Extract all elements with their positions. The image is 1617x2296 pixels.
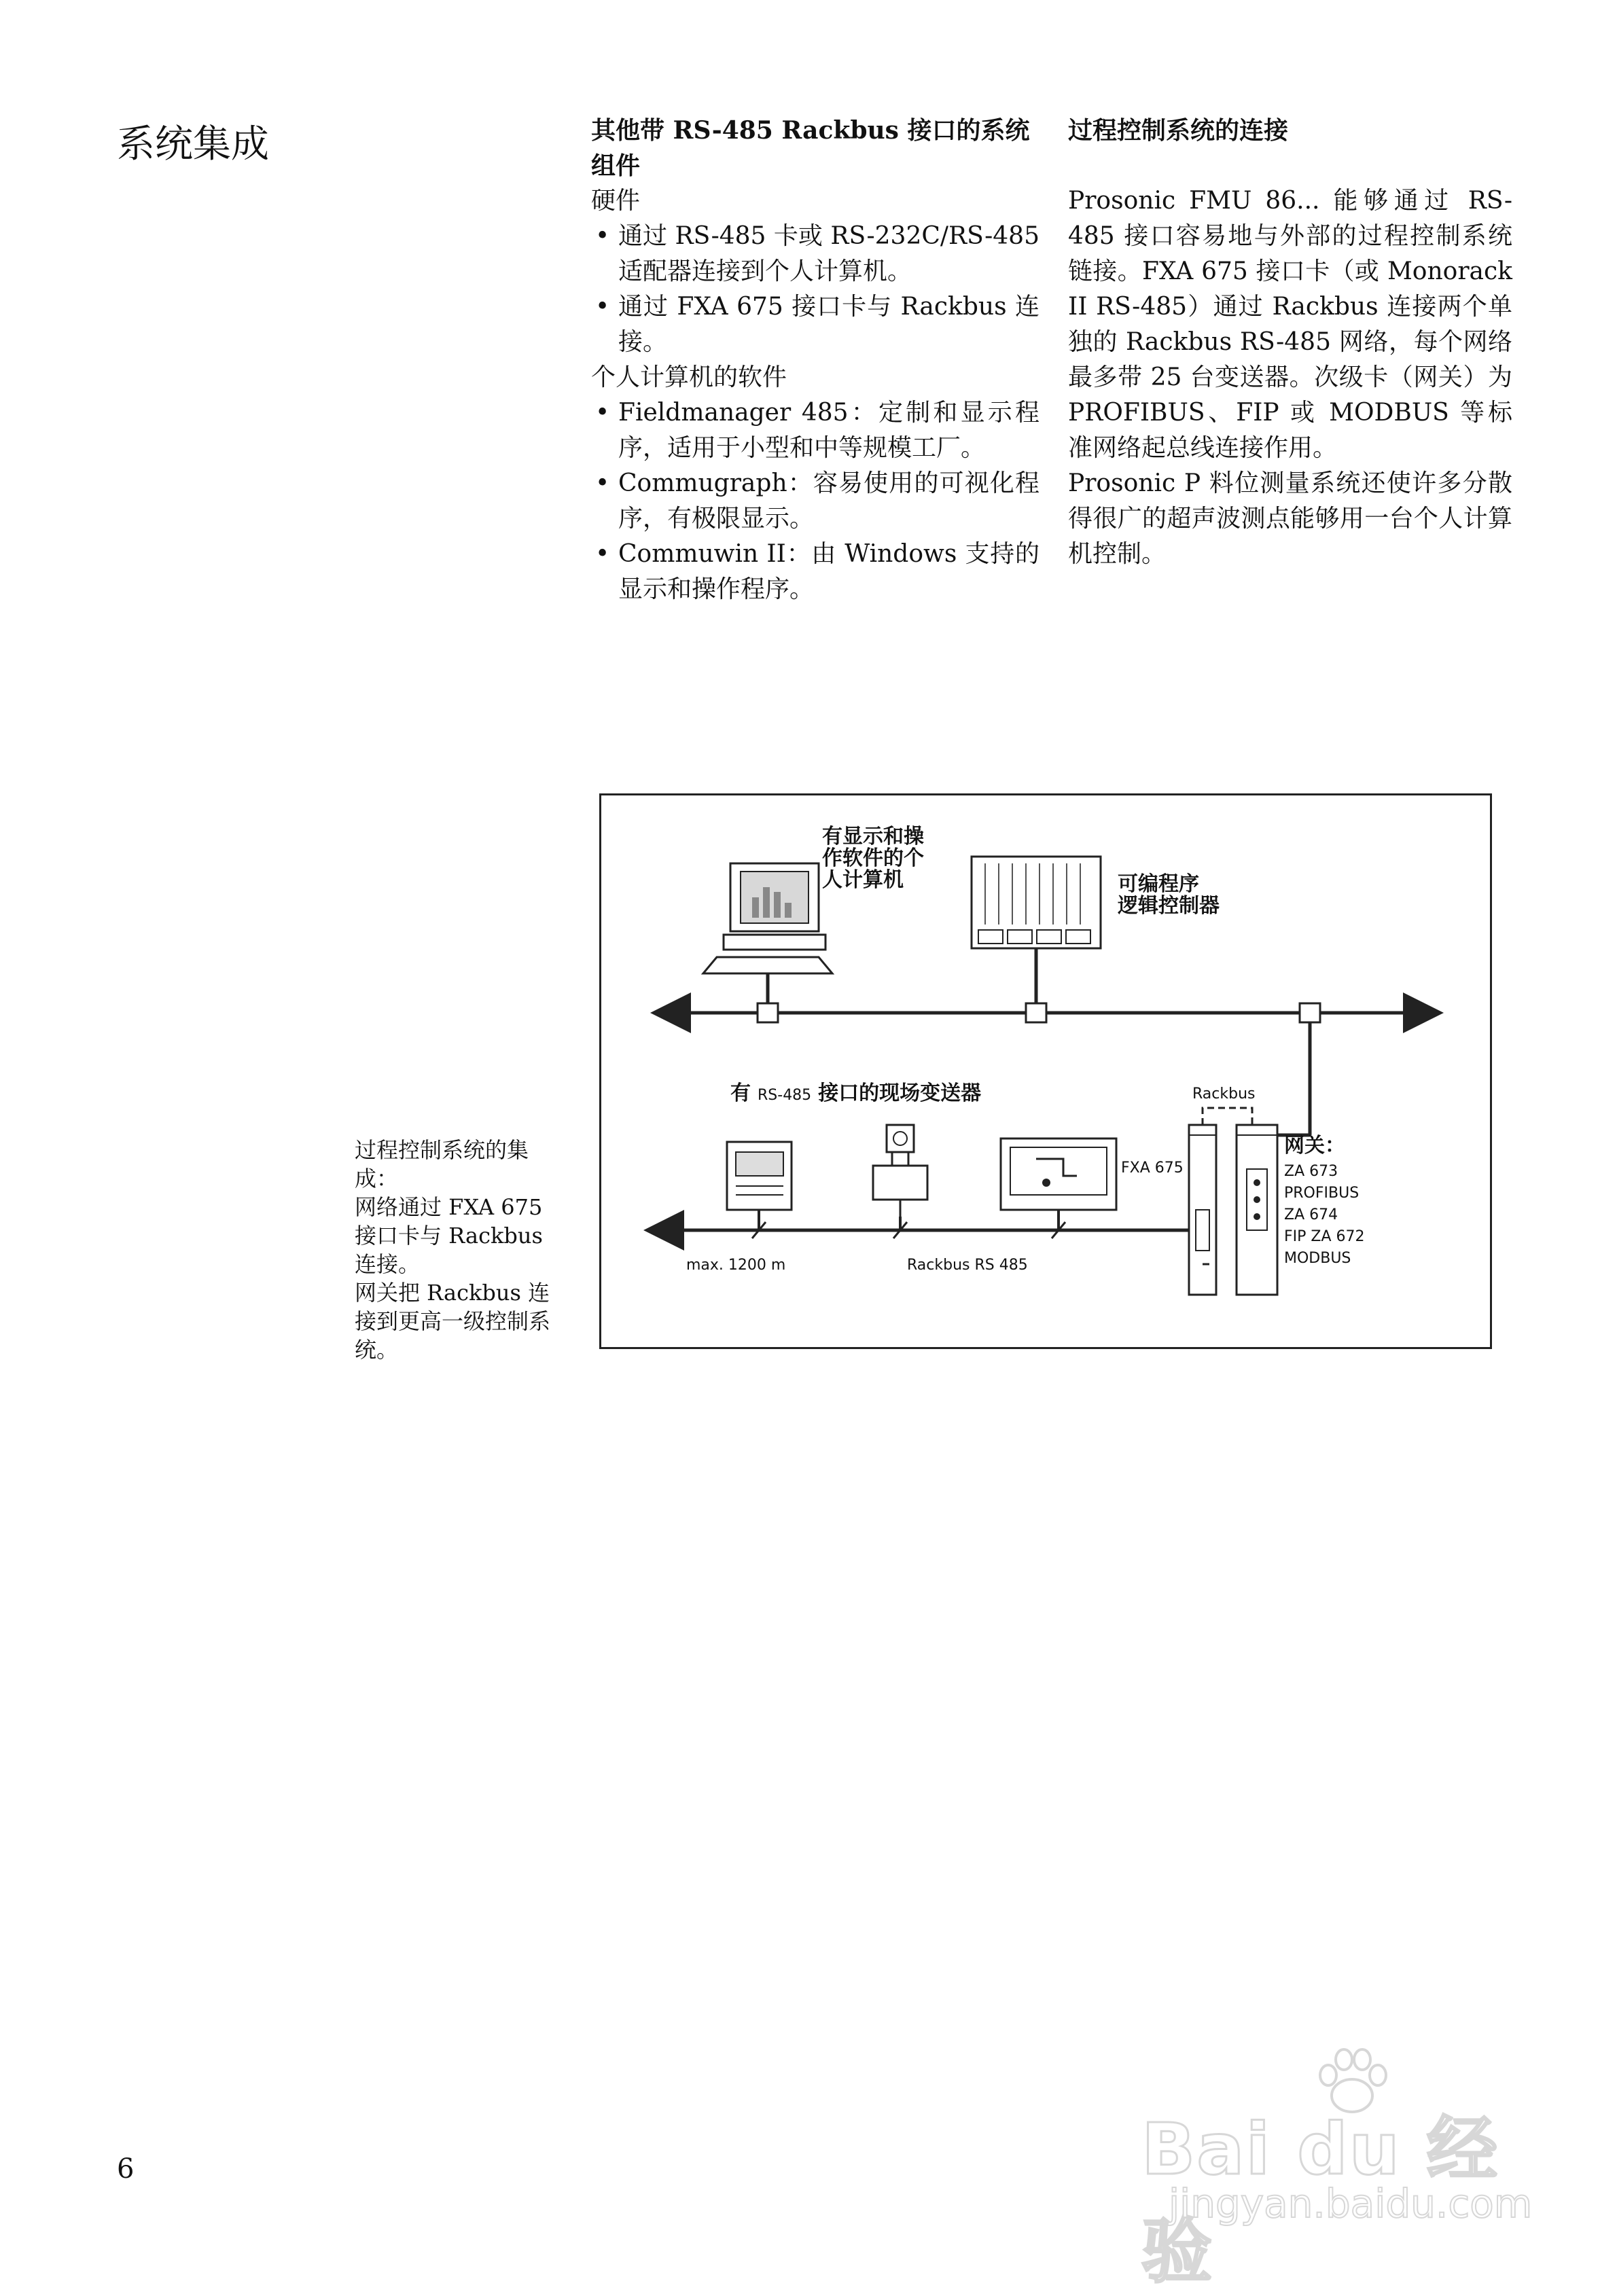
- list-item: • 通过 RS-485 卡或 RS-232C/RS-485 适配器连接到个人计算机。: [591, 219, 1040, 289]
- right-paragraph-1: Prosonic FMU 86... 能够通过 RS-485 接口容易地与外部的过程控制系统链接。FXA 675 接口卡（或 Monorack II RS-485）通过 Rackbus 连接两个单独的 Rackbus RS-485 网络，每个网络最多带 25 台变送器。次级卡（网关）为 PROFIBUS、FIP 或 MODBUS 等标准网络起总线连接作用。: [1068, 187, 1512, 462]
- bus-node: [1026, 1003, 1046, 1022]
- list-item: • Fieldmanager 485：定制和显示程序，适用于小型和中等规模工厂。: [591, 395, 1040, 466]
- plc-icon: [972, 857, 1101, 948]
- right-heading: 过程控制系统的连接: [1068, 116, 1289, 145]
- middle-heading: 其他带 RS-485 Rackbus 接口的系统组件: [591, 116, 1030, 180]
- right-column: [1068, 113, 1512, 572]
- plc-label: 可编程序: [1118, 872, 1199, 896]
- transmitter-label: 有 RS-485 接口的现场变送器: [730, 1081, 982, 1105]
- list-item: • 通过 FXA 675 接口卡与 Rackbus 连接。: [591, 289, 1040, 360]
- caption-line: 网络通过 FXA 675 接口卡与 Rackbus 连接。: [355, 1194, 543, 1277]
- baidu-watermark: [1141, 2045, 1533, 2293]
- right-paragraph-2: Prosonic P 料位测量系统还使许多分散得很广的超声波测点能够用一台个人计算机控制。: [1068, 469, 1512, 568]
- section-title: 系统集成: [117, 122, 269, 166]
- pc-label: 有显示和操: [822, 825, 924, 848]
- transmitter-housing-icon: [1001, 1138, 1116, 1210]
- middle-column: [591, 113, 1040, 607]
- list-item: • Commugraph：容易使用的可视化程序，有极限显示。: [591, 466, 1040, 537]
- bus-node: [758, 1003, 778, 1022]
- software-title: 个人计算机的软件: [591, 363, 787, 391]
- gateway-item: FIP ZA 672: [1284, 1228, 1365, 1245]
- pc-icon: [703, 863, 832, 973]
- diagram-canvas: [601, 795, 1490, 1347]
- list-item: • Commuwin II：由 Windows 支持的显示和操作程序。: [591, 537, 1040, 607]
- distance-label: max. 1200 m: [686, 1257, 786, 1274]
- gateway-title: 网关：: [1284, 1134, 1345, 1158]
- pc-label: 作软件的个: [822, 846, 924, 870]
- hardware-title: 硬件: [591, 187, 641, 215]
- gateway-item: ZA 674: [1284, 1206, 1338, 1223]
- flowmeter-icon: [873, 1125, 927, 1217]
- software-list: [591, 395, 1040, 607]
- gateway-item: PROFIBUS: [1284, 1185, 1360, 1202]
- figure-caption: [355, 1136, 565, 1364]
- caption-line: 过程控制系统的集成：: [355, 1137, 529, 1191]
- fxa-card-icon: [1189, 1125, 1216, 1295]
- gateway-item: MODBUS: [1284, 1250, 1351, 1267]
- rackbus-label: Rackbus: [1192, 1086, 1256, 1102]
- watermark-main: Bai du 经验: [1141, 2108, 1499, 2293]
- system-diagram: [599, 793, 1492, 1349]
- gateway-item: ZA 673: [1284, 1163, 1338, 1180]
- gateway-card-icon: [1237, 1125, 1277, 1295]
- bus-label: Rackbus RS 485: [907, 1257, 1028, 1274]
- page-number: 6: [117, 2153, 135, 2185]
- hardware-list: [591, 219, 1040, 360]
- caption-line: 网关把 Rackbus 连接到更高一级控制系统。: [355, 1280, 551, 1363]
- fxa-label: FXA 675: [1121, 1160, 1184, 1177]
- transmitter-icon: [727, 1142, 792, 1210]
- bus-node: [1300, 1003, 1320, 1022]
- plc-label: 逻辑控制器: [1118, 894, 1220, 918]
- watermark-url: jingyan.baidu.com: [1169, 2181, 1533, 2227]
- pc-label: 人计算机: [822, 868, 904, 892]
